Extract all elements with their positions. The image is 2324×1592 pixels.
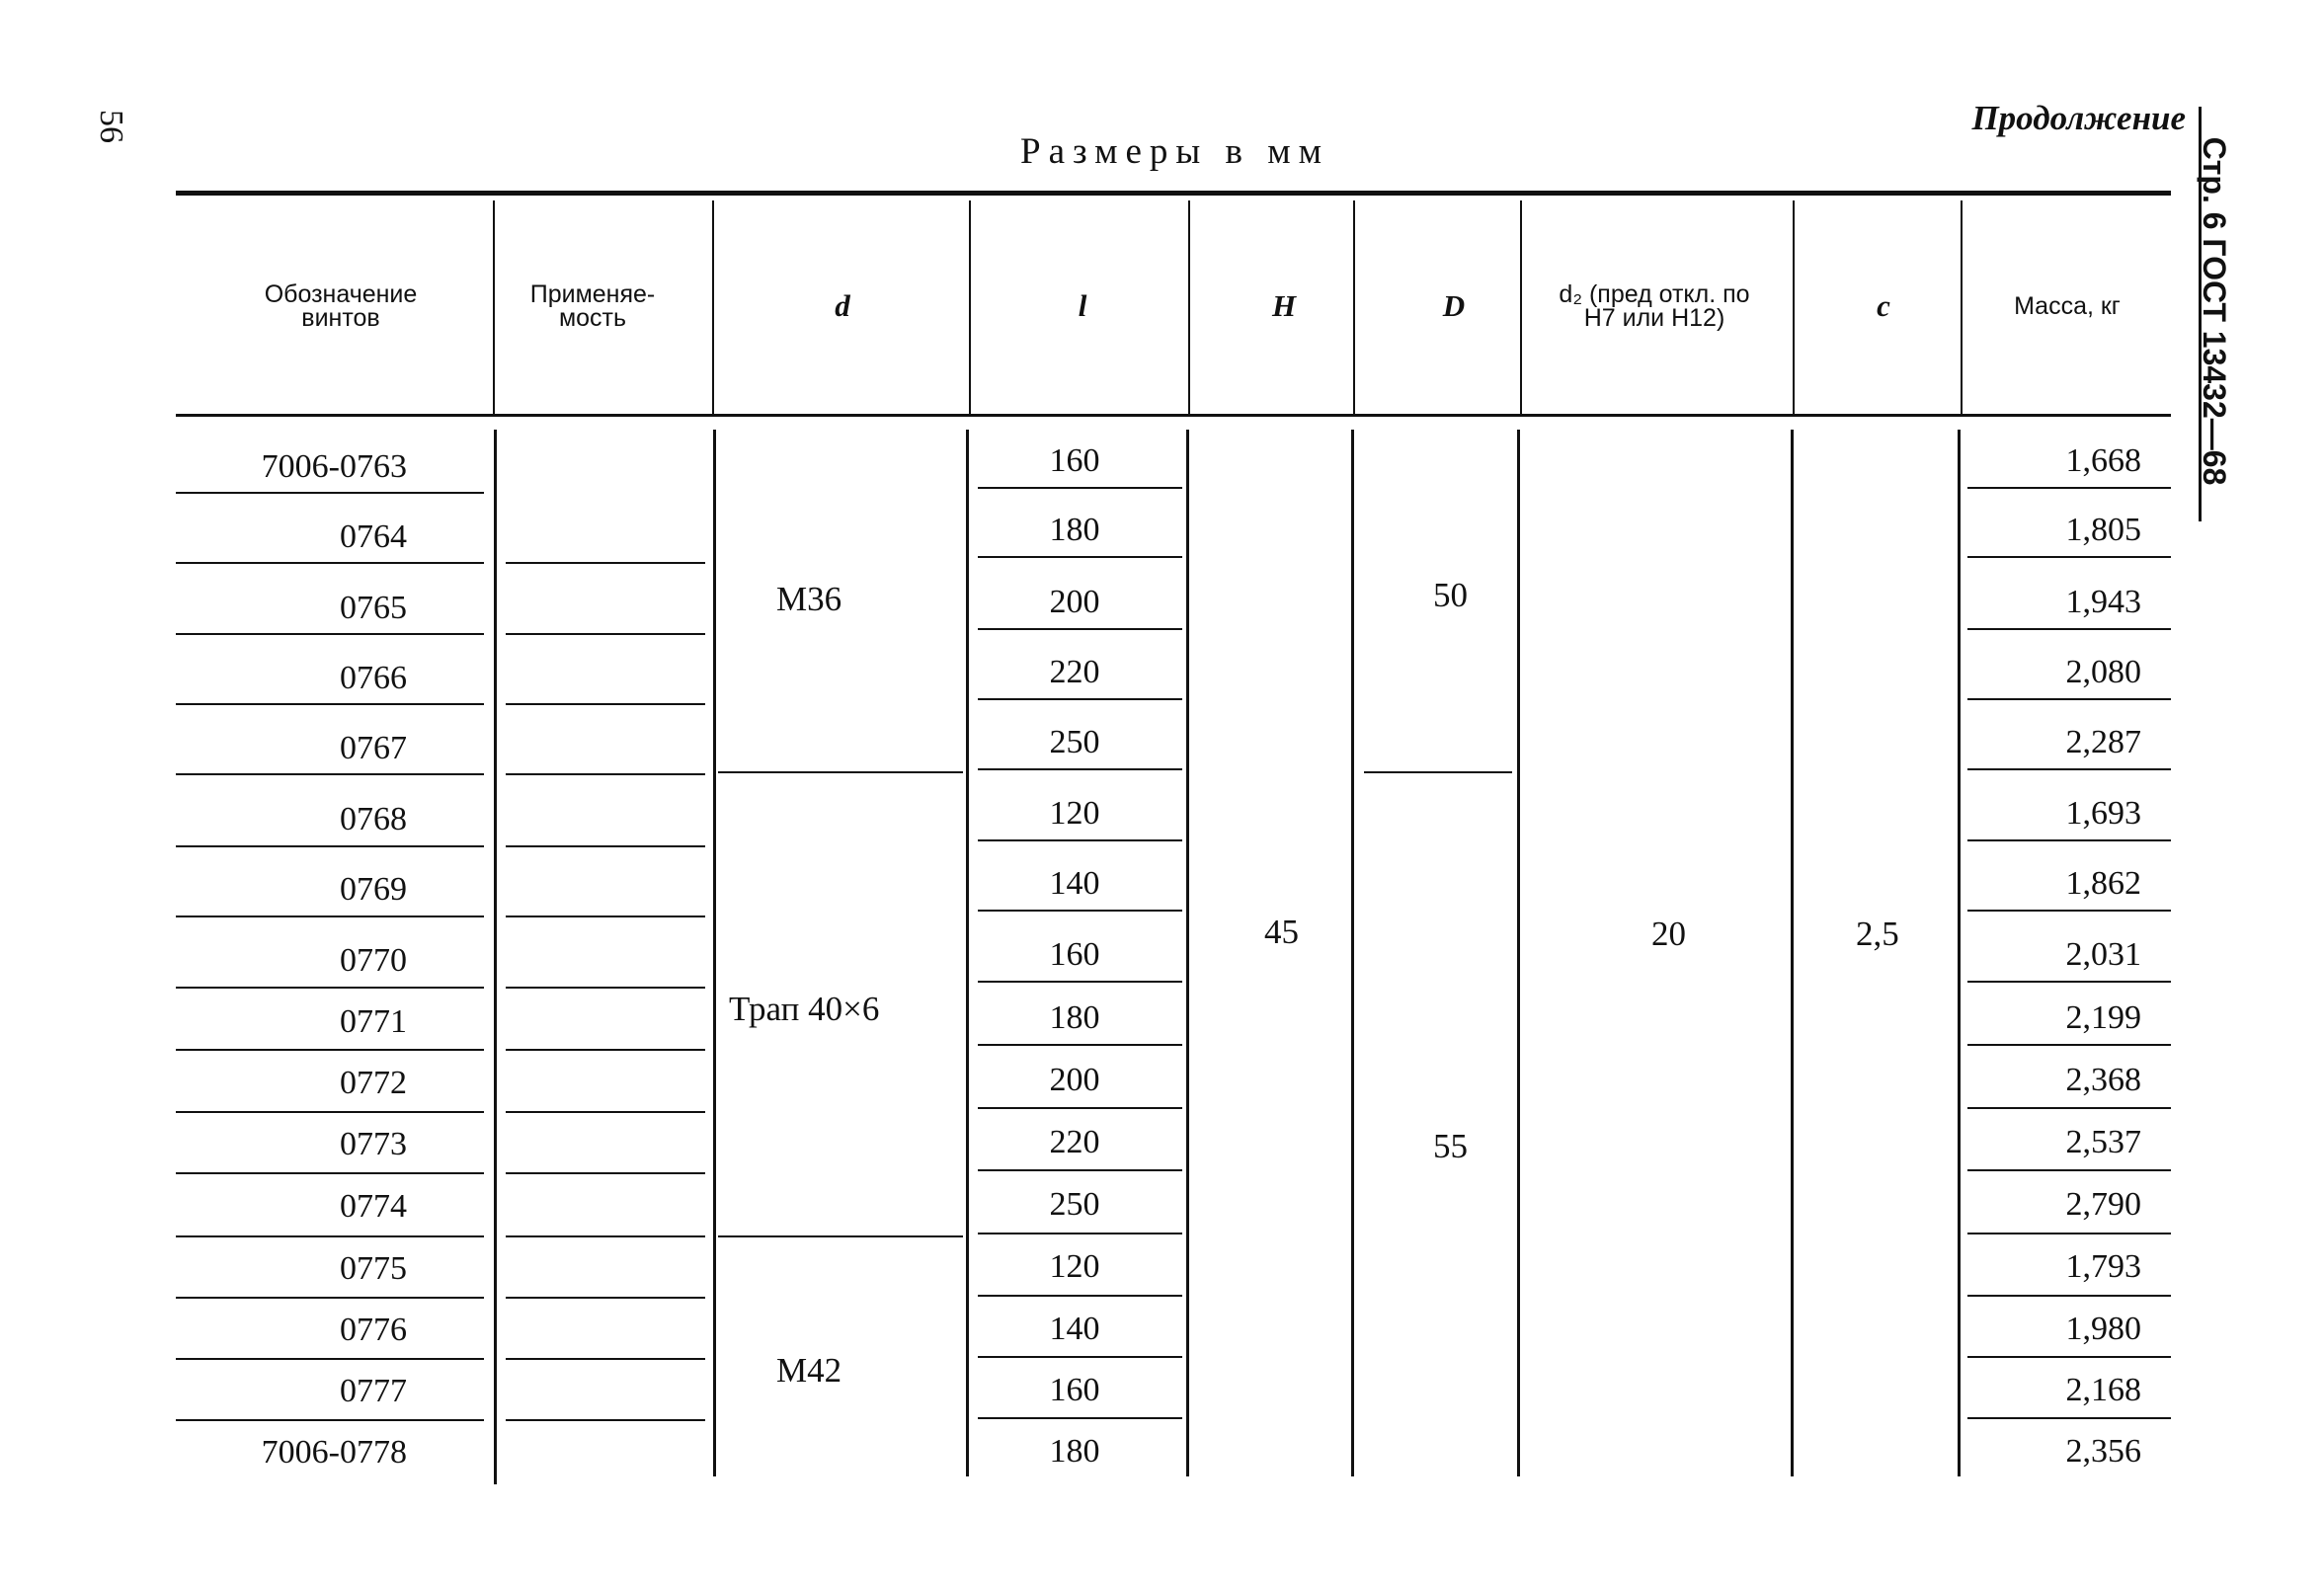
designation-cell: 0776 [340, 1312, 407, 1348]
d2-merged: 20 [1651, 915, 1686, 953]
length-cell: 220 [1049, 654, 1100, 690]
standard-reference: Стр. 6 ГОСТ 13432—68 [2197, 136, 2232, 486]
designation-cell: 0775 [340, 1250, 407, 1287]
length-cell: 200 [1049, 584, 1100, 620]
designation-cell: 0770 [340, 942, 407, 979]
row-divider [506, 1172, 705, 1174]
header-d-outer: D [1442, 288, 1466, 323]
mass-cell: 2,368 [2065, 1062, 2141, 1098]
mass-cell: 2,080 [2065, 654, 2141, 690]
column-divider [713, 430, 716, 1476]
length-cell: 160 [1049, 936, 1100, 973]
row-divider [506, 1049, 705, 1051]
column-divider [1520, 200, 1522, 414]
mass-cell: 2,790 [2065, 1186, 2141, 1223]
length-cell: 250 [1049, 1186, 1100, 1223]
group-divider [718, 771, 963, 773]
length-cell: 120 [1049, 1248, 1100, 1285]
length-cell: 180 [1049, 999, 1100, 1036]
header-d2: d₂ (пред откл. по H7 или H12) [1559, 280, 1750, 332]
group-divider [1364, 771, 1512, 773]
designation-cell: 7006-0763 [261, 448, 407, 485]
header-d: d [835, 288, 850, 323]
row-divider [506, 915, 705, 917]
table-top-rule [176, 191, 2171, 196]
mass-cell: 1,793 [2065, 1248, 2141, 1285]
designation-cell: 0768 [340, 801, 407, 837]
mass-cell: 2,031 [2065, 936, 2141, 973]
outer-d-55-merged: 55 [1433, 1127, 1468, 1165]
mass-cell: 1,805 [2065, 512, 2141, 548]
header-applicability: Применяе-мость [529, 280, 656, 332]
d-trap-merged: Трап 40×6 [729, 990, 880, 1028]
designation-cell: 0765 [340, 590, 407, 626]
header-designation: Обозначение винтов [264, 280, 418, 332]
column-divider [969, 200, 971, 414]
row-divider [506, 1235, 705, 1237]
d-m36-merged: М36 [776, 580, 842, 618]
outer-d-50-merged: 50 [1433, 576, 1468, 614]
mass-cell: 2,199 [2065, 999, 2141, 1036]
designation-cell: 0766 [340, 660, 407, 696]
row-divider [506, 703, 705, 705]
designation-cell: 0769 [340, 871, 407, 908]
mass-cell: 2,537 [2065, 1124, 2141, 1160]
header-h: H [1271, 288, 1297, 323]
column-divider [494, 430, 497, 1484]
row-divider [506, 987, 705, 989]
header-l: l [1078, 288, 1087, 323]
mass-cell: 2,287 [2065, 724, 2141, 760]
group-divider [718, 1235, 963, 1237]
column-divider [1517, 430, 1520, 1476]
units-title: Размеры в мм [1020, 131, 1330, 172]
column-divider [1188, 200, 1190, 414]
row-divider [506, 845, 705, 847]
mass-cell: 1,943 [2065, 584, 2141, 620]
length-cell: 220 [1049, 1124, 1100, 1160]
header-c: c [1877, 288, 1890, 323]
row-divider [506, 1358, 705, 1360]
continuation-label: Продолжение [1971, 99, 2186, 137]
length-cell: 160 [1049, 1372, 1100, 1408]
h-merged: 45 [1264, 913, 1299, 951]
mass-cell: 2,168 [2065, 1372, 2141, 1408]
mass-cell: 1,862 [2065, 865, 2141, 902]
length-cell: 180 [1049, 512, 1100, 548]
column-divider [1353, 200, 1355, 414]
d-m42-merged: М42 [776, 1351, 842, 1390]
length-cell: 160 [1049, 442, 1100, 479]
length-cell: 140 [1049, 1311, 1100, 1347]
column-divider [1791, 430, 1794, 1476]
length-cell: 200 [1049, 1062, 1100, 1098]
designation-cell: 0777 [340, 1373, 407, 1409]
column-divider [1351, 430, 1354, 1476]
column-divider [712, 200, 714, 414]
row-divider [506, 773, 705, 775]
designation-cell: 0772 [340, 1065, 407, 1101]
header-mass: Масса, кг [2014, 292, 2121, 320]
column-divider [493, 200, 495, 414]
row-divider [506, 562, 705, 564]
page-number: 56 [93, 110, 129, 143]
column-divider [1958, 430, 1961, 1476]
length-cell: 120 [1049, 795, 1100, 832]
row-divider [506, 1297, 705, 1299]
column-divider [1186, 430, 1189, 1476]
column-divider [1961, 200, 1963, 414]
column-divider [1793, 200, 1795, 414]
mass-cell: 1,980 [2065, 1311, 2141, 1347]
designation-cell: 7006-0778 [261, 1434, 407, 1471]
designation-cell: 0764 [340, 518, 407, 555]
c-merged: 2,5 [1856, 915, 1899, 953]
mass-cell: 1,693 [2065, 795, 2141, 832]
designation-cell: 0774 [340, 1188, 407, 1225]
length-cell: 140 [1049, 865, 1100, 902]
designation-cell: 0771 [340, 1003, 407, 1040]
column-divider [966, 430, 969, 1476]
designation-cell: 0773 [340, 1126, 407, 1162]
row-divider [506, 633, 705, 635]
length-cell: 250 [1049, 724, 1100, 760]
row-divider [506, 1111, 705, 1113]
mass-cell: 1,668 [2065, 442, 2141, 479]
length-cell: 180 [1049, 1433, 1100, 1470]
designation-cell: 0767 [340, 730, 407, 766]
row-divider [506, 1419, 705, 1421]
mass-cell: 2,356 [2065, 1433, 2141, 1470]
